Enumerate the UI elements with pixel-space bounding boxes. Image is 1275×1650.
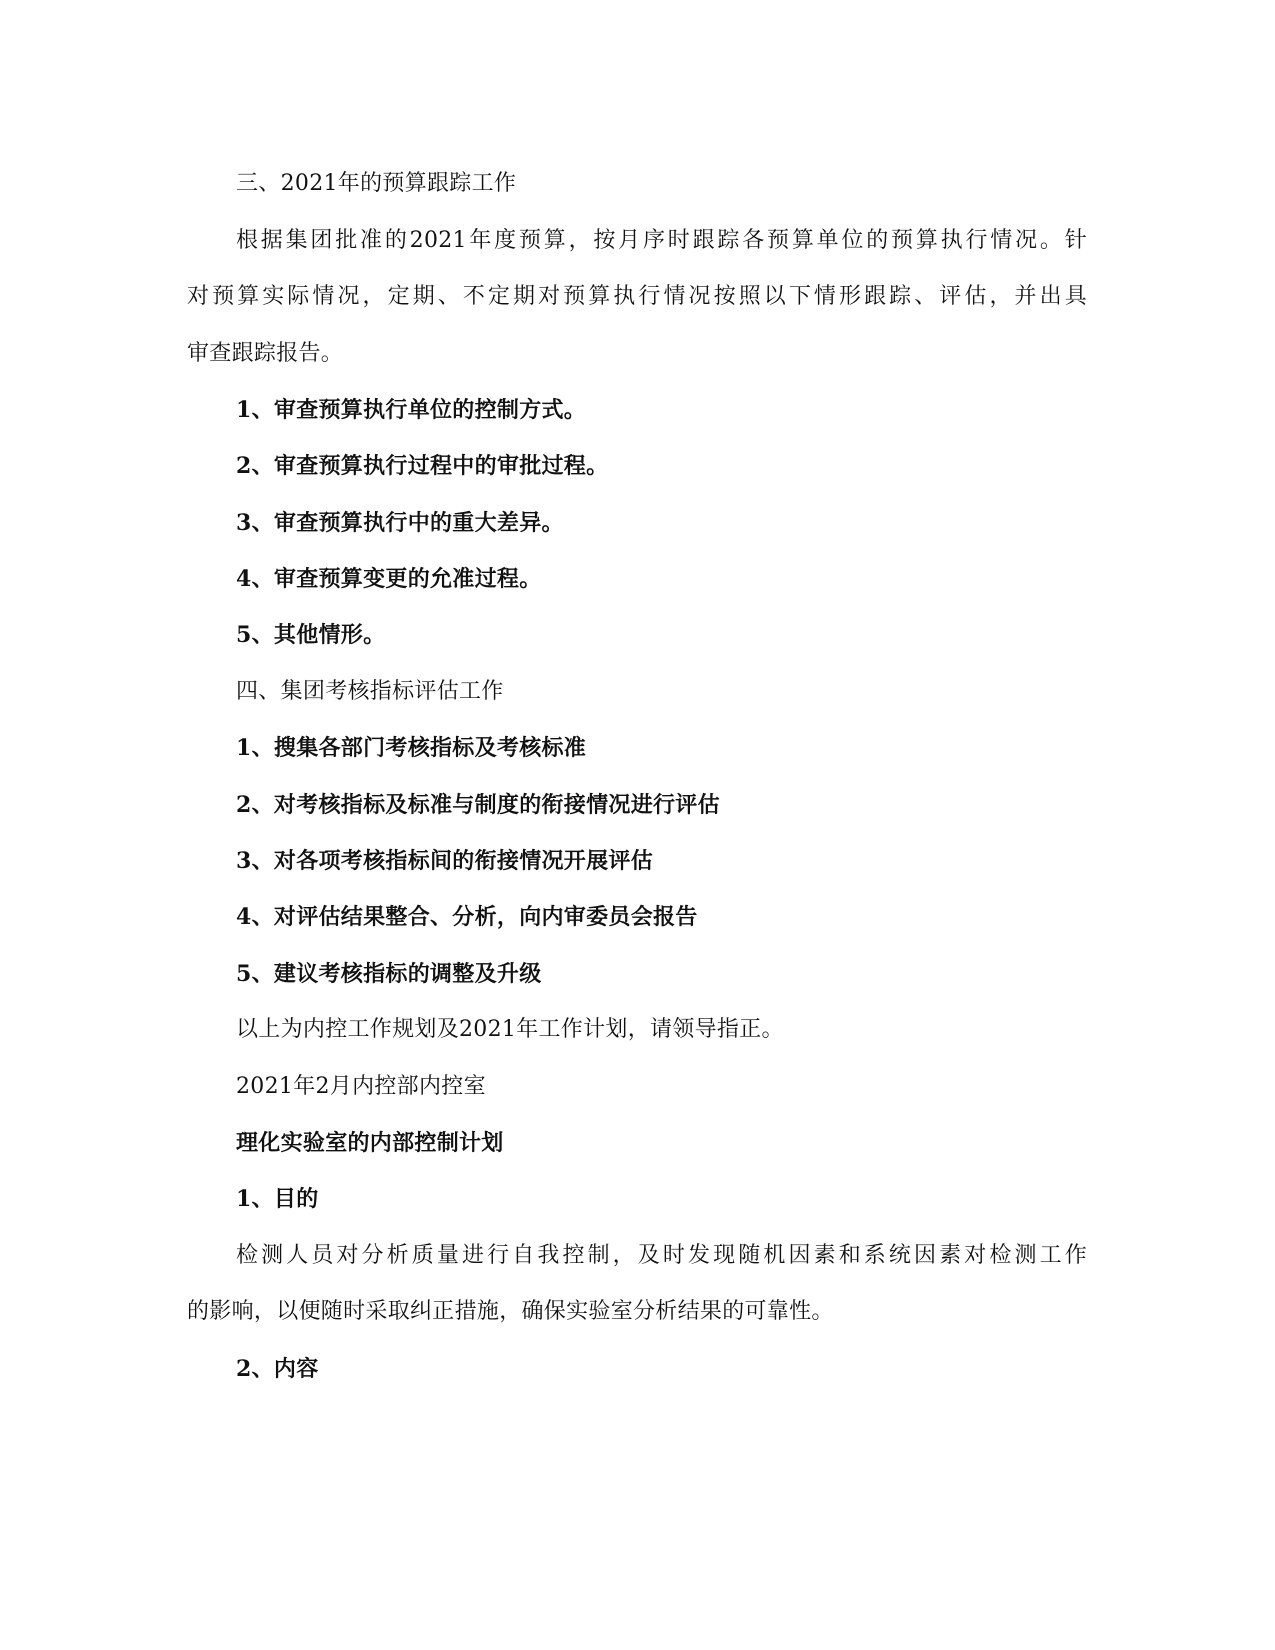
lab-plan-purpose-heading: 1、目的 — [236, 1186, 319, 1212]
section4-item-1: 1、搜集各部门考核指标及考核标准 — [236, 735, 587, 761]
section3-heading: 三、2021年的预算跟踪工作 — [236, 171, 517, 196]
section3-item-1: 1、审查预算执行单位的控制方式。 — [236, 397, 587, 423]
signature-line: 2021年2月内控部内控室 — [236, 1074, 486, 1099]
lab-plan-purpose-line-2: 的影响，以便随时采取纠正措施，确保实验室分析结果的可靠性。 — [187, 1299, 834, 1324]
section4-item-2: 2、对考核指标及标准与制度的衔接情况进行评估 — [236, 792, 720, 818]
section4-heading: 四、集团考核指标评估工作 — [236, 679, 504, 704]
section4-item-5: 5、建议考核指标的调整及升级 — [236, 961, 542, 987]
section4-item-4: 4、对评估结果整合、分析，向内审委员会报告 — [236, 904, 698, 930]
lab-plan-title: 理化实验室的内部控制计划 — [236, 1130, 504, 1156]
lab-plan-purpose-line-1: 检测人员对分析质量进行自我控制，及时发现随机因素和系统因素对检测工作 — [236, 1243, 1087, 1268]
section3-item-5: 5、其他情形。 — [236, 622, 386, 648]
section3-paragraph-line-3: 审查跟踪报告。 — [187, 341, 344, 366]
section3-item-4: 4、审查预算变更的允准过程。 — [236, 566, 542, 592]
section3-paragraph-line-2: 对预算实际情况，定期、不定期对预算执行情况按照以下情形跟踪、评估，并出具 — [187, 284, 1087, 309]
section3-item-3: 3、审查预算执行中的重大差异。 — [236, 510, 564, 536]
section4-item-3: 3、对各项考核指标间的衔接情况开展评估 — [236, 848, 654, 874]
section3-paragraph-line-1: 根据集团批准的2021年度预算，按月序时跟踪各预算单位的预算执行情况。针 — [236, 228, 1087, 253]
closing-sentence: 以上为内控工作规划及2021年工作计划，请领导指正。 — [236, 1017, 784, 1042]
section3-item-2: 2、审查预算执行过程中的审批过程。 — [236, 453, 609, 479]
lab-plan-content-heading: 2、内容 — [236, 1356, 319, 1382]
